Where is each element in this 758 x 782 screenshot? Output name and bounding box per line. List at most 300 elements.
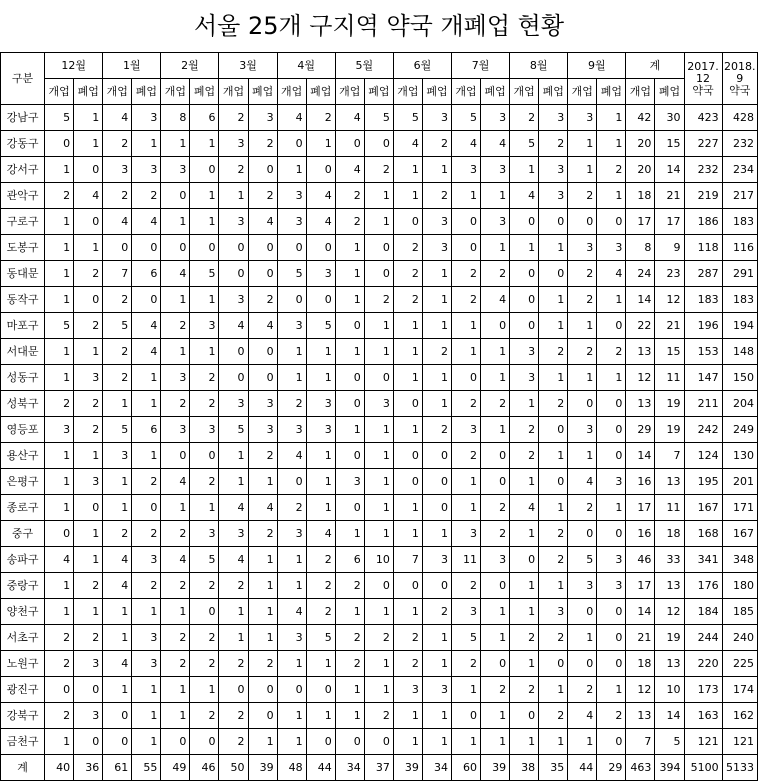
value-cell: 3	[103, 443, 132, 469]
region-name: 광진구	[1, 677, 45, 703]
value-cell: 3	[539, 157, 568, 183]
table-row	[1, 703, 758, 729]
value-cell: 4	[161, 469, 190, 495]
value-cell: 0	[481, 651, 510, 677]
value-cell: 394	[655, 755, 684, 781]
value-cell: 1	[422, 391, 451, 417]
value-cell: 40	[45, 755, 74, 781]
value-cell: 1	[306, 339, 335, 365]
value-cell: 0	[364, 729, 393, 755]
value-cell: 0	[597, 417, 626, 443]
region-name: 양천구	[1, 599, 45, 625]
value-cell: 3	[219, 391, 248, 417]
value-cell: 3	[568, 235, 597, 261]
value-cell: 2	[74, 625, 103, 651]
value-cell: 0	[132, 495, 161, 521]
value-cell: 46	[626, 547, 655, 573]
value-cell: 50	[219, 755, 248, 781]
value-cell: 1	[451, 339, 480, 365]
value-cell: 0	[539, 651, 568, 677]
value-cell: 13	[655, 469, 684, 495]
value-cell: 1	[45, 599, 74, 625]
value-cell: 3	[74, 365, 103, 391]
value-cell: 4	[103, 573, 132, 599]
value-cell: 2	[510, 443, 539, 469]
value-cell: 6	[132, 417, 161, 443]
value-cell: 2	[103, 521, 132, 547]
value-cell: 4	[481, 287, 510, 313]
value-cell: 3	[74, 651, 103, 677]
value-cell: 291	[722, 261, 757, 287]
value-cell: 2	[74, 313, 103, 339]
value-cell: 2	[451, 391, 480, 417]
value-cell: 3	[568, 417, 597, 443]
header-close: 폐업	[306, 79, 335, 105]
value-cell: 3	[161, 157, 190, 183]
value-cell: 3	[335, 469, 364, 495]
value-cell: 2	[481, 391, 510, 417]
value-cell: 2	[597, 157, 626, 183]
table-row	[1, 339, 758, 365]
value-cell: 162	[722, 703, 757, 729]
value-cell: 0	[306, 157, 335, 183]
value-cell: 2	[393, 235, 422, 261]
value-cell: 0	[277, 677, 306, 703]
value-cell: 1	[277, 703, 306, 729]
value-cell: 4	[103, 651, 132, 677]
value-cell: 0	[219, 261, 248, 287]
value-cell: 2	[74, 417, 103, 443]
value-cell: 5133	[722, 755, 757, 781]
value-cell: 1	[45, 235, 74, 261]
value-cell: 1	[539, 313, 568, 339]
value-cell: 0	[74, 157, 103, 183]
table-row	[1, 261, 758, 287]
value-cell: 1	[248, 469, 277, 495]
region-name: 종로구	[1, 495, 45, 521]
value-cell: 4	[248, 495, 277, 521]
value-cell: 15	[655, 131, 684, 157]
value-cell: 3	[132, 547, 161, 573]
value-cell: 39	[248, 755, 277, 781]
value-cell: 0	[103, 729, 132, 755]
value-cell: 0	[306, 729, 335, 755]
value-cell: 0	[510, 313, 539, 339]
value-cell: 0	[539, 469, 568, 495]
value-cell: 4	[335, 157, 364, 183]
value-cell: 1	[190, 131, 219, 157]
value-cell: 1	[422, 157, 451, 183]
value-cell: 14	[655, 703, 684, 729]
value-cell: 3	[568, 105, 597, 131]
value-cell: 0	[393, 573, 422, 599]
value-cell: 1	[190, 495, 219, 521]
value-cell: 17	[655, 209, 684, 235]
value-cell: 1	[74, 339, 103, 365]
value-cell: 211	[684, 391, 722, 417]
value-cell: 2	[103, 183, 132, 209]
value-cell: 0	[248, 703, 277, 729]
value-cell: 17	[626, 573, 655, 599]
value-cell: 19	[655, 417, 684, 443]
value-cell: 0	[451, 365, 480, 391]
value-cell: 3	[510, 339, 539, 365]
value-cell: 1	[510, 521, 539, 547]
value-cell: 0	[451, 703, 480, 729]
value-cell: 3	[277, 417, 306, 443]
value-cell: 2	[481, 261, 510, 287]
value-cell: 1	[510, 729, 539, 755]
value-cell: 2	[481, 521, 510, 547]
header-month: 3월	[219, 53, 277, 79]
value-cell: 173	[684, 677, 722, 703]
value-cell: 1	[510, 599, 539, 625]
value-cell: 2	[219, 651, 248, 677]
header-month: 12월	[45, 53, 103, 79]
value-cell: 4	[132, 209, 161, 235]
value-cell: 1	[277, 157, 306, 183]
header-close: 폐업	[132, 79, 161, 105]
value-cell: 0	[568, 599, 597, 625]
table-row	[1, 391, 758, 417]
value-cell: 3	[219, 131, 248, 157]
table-row	[1, 469, 758, 495]
value-cell: 7	[655, 443, 684, 469]
value-cell: 1	[364, 495, 393, 521]
value-cell: 1	[422, 261, 451, 287]
region-name: 서대문	[1, 339, 45, 365]
value-cell: 1	[393, 417, 422, 443]
value-cell: 3	[539, 599, 568, 625]
value-cell: 18	[626, 651, 655, 677]
value-cell: 0	[539, 209, 568, 235]
value-cell: 1	[481, 339, 510, 365]
value-cell: 17	[626, 495, 655, 521]
value-cell: 2	[539, 521, 568, 547]
value-cell: 1	[277, 365, 306, 391]
value-cell: 2	[539, 131, 568, 157]
value-cell: 1	[74, 443, 103, 469]
value-cell: 3	[597, 573, 626, 599]
region-name: 강동구	[1, 131, 45, 157]
value-cell: 0	[364, 235, 393, 261]
value-cell: 1	[103, 677, 132, 703]
value-cell: 1	[219, 599, 248, 625]
value-cell: 0	[597, 625, 626, 651]
value-cell: 3	[190, 521, 219, 547]
value-cell: 1	[393, 365, 422, 391]
value-cell: 1	[45, 339, 74, 365]
table-row	[1, 547, 758, 573]
value-cell: 4	[132, 339, 161, 365]
value-cell: 1	[132, 599, 161, 625]
value-cell: 176	[684, 573, 722, 599]
value-cell: 1	[510, 469, 539, 495]
header-month: 5월	[335, 53, 393, 79]
value-cell: 4	[219, 547, 248, 573]
value-cell: 232	[722, 131, 757, 157]
value-cell: 1	[190, 339, 219, 365]
value-cell: 0	[393, 469, 422, 495]
value-cell: 0	[335, 391, 364, 417]
value-cell: 3	[422, 677, 451, 703]
value-cell: 1	[277, 547, 306, 573]
header-stock-2018-9	[722, 53, 757, 105]
value-cell: 2	[161, 313, 190, 339]
value-cell: 2	[161, 391, 190, 417]
table-row	[1, 651, 758, 677]
value-cell: 171	[722, 495, 757, 521]
value-cell: 1	[335, 599, 364, 625]
table-row	[1, 417, 758, 443]
value-cell: 1	[219, 469, 248, 495]
value-cell: 2	[335, 651, 364, 677]
value-cell: 0	[481, 469, 510, 495]
value-cell: 116	[722, 235, 757, 261]
value-cell: 3	[74, 469, 103, 495]
value-cell: 2	[161, 651, 190, 677]
region-name: 중랑구	[1, 573, 45, 599]
value-cell: 3	[481, 157, 510, 183]
value-cell: 42	[626, 105, 655, 131]
value-cell: 46	[190, 755, 219, 781]
value-cell: 2	[306, 599, 335, 625]
value-cell: 240	[722, 625, 757, 651]
value-cell: 22	[626, 313, 655, 339]
value-cell: 1	[597, 495, 626, 521]
value-cell: 3	[277, 521, 306, 547]
value-cell: 2	[568, 183, 597, 209]
value-cell: 225	[722, 651, 757, 677]
value-cell: 2	[422, 131, 451, 157]
value-cell: 1	[190, 677, 219, 703]
value-cell: 1	[481, 599, 510, 625]
value-cell: 2	[190, 651, 219, 677]
value-cell: 1	[103, 625, 132, 651]
value-cell: 1	[248, 729, 277, 755]
value-cell: 0	[510, 209, 539, 235]
value-cell: 1	[335, 287, 364, 313]
value-cell: 0	[248, 365, 277, 391]
region-name: 동대문	[1, 261, 45, 287]
value-cell: 5	[364, 105, 393, 131]
value-cell: 2	[539, 625, 568, 651]
value-cell: 39	[481, 755, 510, 781]
value-cell: 463	[626, 755, 655, 781]
value-cell: 60	[451, 755, 480, 781]
value-cell: 4	[277, 443, 306, 469]
header-stock-line: 12	[696, 71, 711, 85]
value-cell: 1	[103, 391, 132, 417]
value-cell: 196	[684, 313, 722, 339]
value-cell: 17	[626, 209, 655, 235]
value-cell: 18	[655, 521, 684, 547]
value-cell: 3	[597, 469, 626, 495]
value-cell: 174	[722, 677, 757, 703]
value-cell: 35	[539, 755, 568, 781]
value-cell: 4	[393, 131, 422, 157]
value-cell: 184	[684, 599, 722, 625]
value-cell: 423	[684, 105, 722, 131]
value-cell: 1	[393, 183, 422, 209]
value-cell: 5	[306, 313, 335, 339]
value-cell: 2	[568, 339, 597, 365]
value-cell: 1	[132, 729, 161, 755]
value-cell: 1	[364, 599, 393, 625]
value-cell: 1	[393, 157, 422, 183]
value-cell: 0	[597, 651, 626, 677]
value-cell: 1	[248, 599, 277, 625]
value-cell: 3	[103, 157, 132, 183]
value-cell: 0	[219, 677, 248, 703]
value-cell: 2	[393, 261, 422, 287]
value-cell: 1	[539, 677, 568, 703]
value-cell: 0	[510, 261, 539, 287]
value-cell: 5	[393, 105, 422, 131]
value-cell: 2	[190, 625, 219, 651]
value-cell: 1	[132, 365, 161, 391]
value-cell: 220	[684, 651, 722, 677]
value-cell: 2	[74, 261, 103, 287]
value-cell: 0	[335, 131, 364, 157]
value-cell: 1	[132, 131, 161, 157]
value-cell: 4	[248, 209, 277, 235]
value-cell: 7	[103, 261, 132, 287]
value-cell: 1	[190, 287, 219, 313]
value-cell: 2	[190, 391, 219, 417]
value-cell: 0	[510, 547, 539, 573]
value-cell: 1	[306, 703, 335, 729]
value-cell: 249	[722, 417, 757, 443]
value-cell: 13	[655, 573, 684, 599]
value-cell: 2	[45, 391, 74, 417]
value-cell: 0	[74, 287, 103, 313]
value-cell: 4	[161, 547, 190, 573]
value-cell: 1	[45, 469, 74, 495]
value-cell: 0	[422, 495, 451, 521]
value-cell: 4	[74, 183, 103, 209]
value-cell: 1	[393, 339, 422, 365]
value-cell: 0	[74, 495, 103, 521]
value-cell: 0	[335, 729, 364, 755]
value-cell: 0	[190, 443, 219, 469]
value-cell: 5	[568, 547, 597, 573]
value-cell: 3	[597, 235, 626, 261]
value-cell: 0	[597, 209, 626, 235]
value-cell: 2	[393, 625, 422, 651]
value-cell: 2	[219, 573, 248, 599]
table-row	[1, 443, 758, 469]
value-cell: 1	[74, 521, 103, 547]
value-cell: 2	[248, 131, 277, 157]
value-cell: 3	[132, 157, 161, 183]
value-cell: 4	[306, 209, 335, 235]
table-row	[1, 755, 758, 781]
value-cell: 0	[74, 209, 103, 235]
header-close: 폐업	[422, 79, 451, 105]
value-cell: 1	[45, 209, 74, 235]
value-cell: 3	[568, 573, 597, 599]
value-cell: 1	[451, 313, 480, 339]
value-cell: 4	[103, 547, 132, 573]
table-row	[1, 105, 758, 131]
value-cell: 14	[626, 599, 655, 625]
header-open: 개업	[335, 79, 364, 105]
value-cell: 1	[451, 183, 480, 209]
value-cell: 2	[422, 599, 451, 625]
value-cell: 20	[626, 131, 655, 157]
value-cell: 1	[219, 625, 248, 651]
value-cell: 242	[684, 417, 722, 443]
value-cell: 150	[722, 365, 757, 391]
table-row	[1, 729, 758, 755]
value-cell: 153	[684, 339, 722, 365]
value-cell: 2	[277, 495, 306, 521]
value-cell: 55	[132, 755, 161, 781]
header-close: 폐업	[597, 79, 626, 105]
value-cell: 0	[422, 573, 451, 599]
value-cell: 0	[248, 235, 277, 261]
header-open: 개업	[510, 79, 539, 105]
value-cell: 2	[103, 287, 132, 313]
value-cell: 2	[539, 703, 568, 729]
value-cell: 130	[722, 443, 757, 469]
value-cell: 1	[364, 469, 393, 495]
value-cell: 1	[74, 599, 103, 625]
value-cell: 0	[335, 313, 364, 339]
value-cell: 1	[132, 391, 161, 417]
value-cell: 3	[248, 105, 277, 131]
region-name: 은평구	[1, 469, 45, 495]
table-row	[1, 625, 758, 651]
value-cell: 0	[190, 235, 219, 261]
value-cell: 217	[722, 183, 757, 209]
value-cell: 2	[132, 183, 161, 209]
value-cell: 3	[277, 313, 306, 339]
value-cell: 3	[306, 261, 335, 287]
value-cell: 1	[161, 495, 190, 521]
region-name: 강북구	[1, 703, 45, 729]
value-cell: 11	[655, 495, 684, 521]
value-cell: 0	[277, 469, 306, 495]
value-cell: 1	[248, 625, 277, 651]
table-row	[1, 313, 758, 339]
value-cell: 0	[539, 417, 568, 443]
header-region: 구분	[1, 53, 45, 105]
value-cell: 4	[568, 469, 597, 495]
value-cell: 1	[45, 729, 74, 755]
region-name: 동작구	[1, 287, 45, 313]
value-cell: 2	[393, 287, 422, 313]
value-cell: 1	[335, 677, 364, 703]
value-cell: 1	[306, 365, 335, 391]
value-cell: 1	[45, 157, 74, 183]
value-cell: 0	[451, 209, 480, 235]
value-cell: 1	[103, 469, 132, 495]
value-cell: 13	[626, 339, 655, 365]
value-cell: 1	[74, 235, 103, 261]
value-cell: 341	[684, 547, 722, 573]
value-cell: 124	[684, 443, 722, 469]
value-cell: 5	[219, 417, 248, 443]
value-cell: 7	[626, 729, 655, 755]
value-cell: 3	[510, 365, 539, 391]
value-cell: 2	[451, 443, 480, 469]
value-cell: 1	[277, 729, 306, 755]
value-cell: 3	[277, 209, 306, 235]
value-cell: 168	[684, 521, 722, 547]
value-cell: 21	[626, 625, 655, 651]
